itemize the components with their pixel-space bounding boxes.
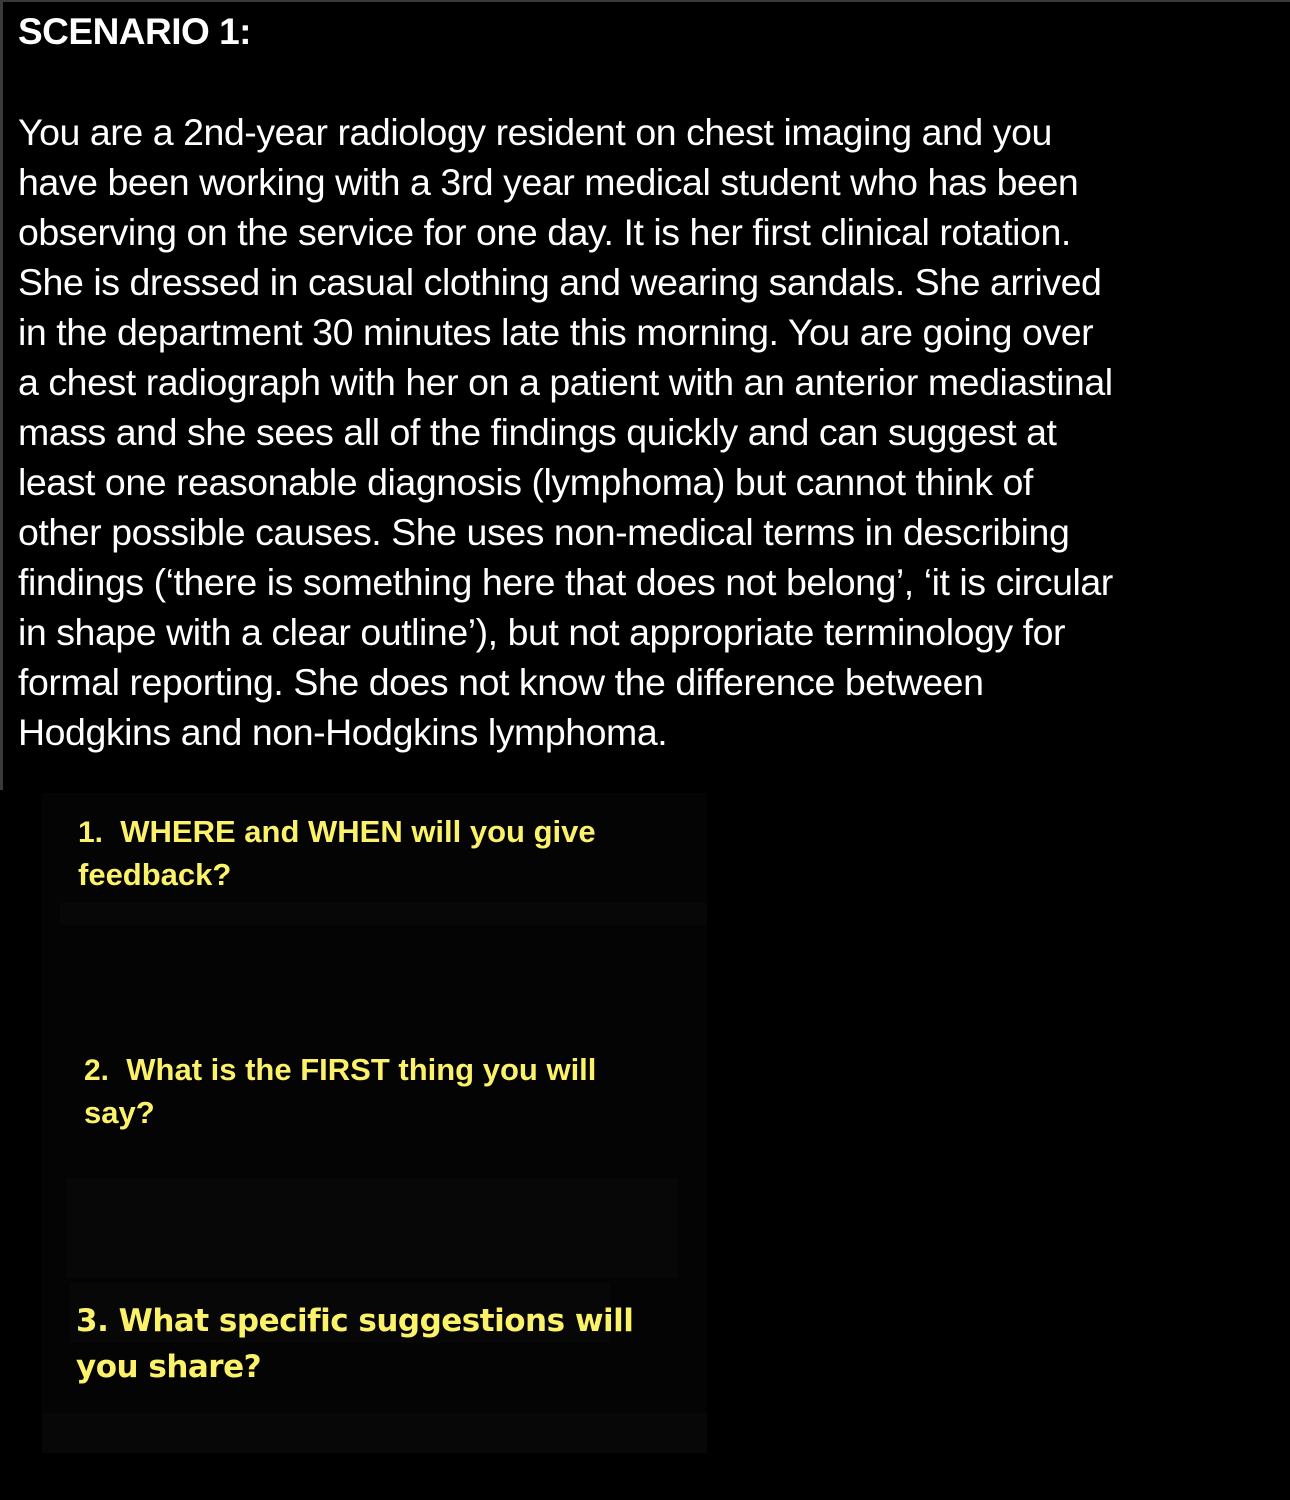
question-3-line-1: 3. What specific suggestions will bbox=[76, 1303, 634, 1339]
scenario-title: SCENARIO 1: bbox=[18, 11, 251, 52]
scenario-line: findings (‘there is something here that does not belong’, ‘it is circular bbox=[18, 561, 1113, 603]
question-1-line-1 bbox=[78, 811, 596, 854]
scenario-line: least one reasonable diagnosis (lymphoma) but cannot think of bbox=[18, 461, 1033, 503]
scenario-line: observing on the service for one day. It is her first clinical rotation. bbox=[18, 211, 1071, 253]
scenario-line: formal reporting. She does not know the difference between bbox=[18, 661, 984, 703]
scenario-text bbox=[18, 107, 1290, 757]
scenario-line: in the department 30 minutes late this morning. You are going over bbox=[18, 311, 1094, 353]
question-2-line-2: say? bbox=[84, 1095, 155, 1130]
scenario-line: a chest radiograph with her on a patient with an anterior mediastinal bbox=[18, 361, 1113, 403]
scenario-line: have been working with a 3rd year medical student who has been bbox=[18, 161, 1079, 203]
question-1 bbox=[78, 811, 596, 896]
background-patch bbox=[42, 1413, 707, 1453]
question-2-text: What is the FIRST thing you will bbox=[126, 1052, 597, 1087]
question-1-text: WHERE and WHEN will you give bbox=[120, 814, 596, 849]
question-1-line-2: feedback? bbox=[78, 857, 232, 892]
background-patch bbox=[60, 903, 707, 925]
question-2-line-1 bbox=[84, 1049, 596, 1092]
scenario-line: mass and she sees all of the findings quickly and can suggest at bbox=[18, 411, 1057, 453]
scenario-line: other possible causes. She uses non-medical terms in describing bbox=[18, 511, 1070, 553]
scenario-line: in shape with a clear outline’), but not appropriate terminology for bbox=[18, 611, 1066, 653]
question-3-line-2: you share? bbox=[76, 1349, 262, 1385]
question-1-number: 1. bbox=[78, 816, 104, 849]
question-2 bbox=[84, 1049, 596, 1134]
scenario-line: She is dressed in casual clothing and wearing sandals. She arrived bbox=[18, 261, 1102, 303]
scenario-line: Hodgkins and non-Hodgkins lymphoma. bbox=[18, 711, 668, 753]
question-3 bbox=[76, 1298, 633, 1390]
scenario-line: You are a 2nd-year radiology resident on chest imaging and you bbox=[18, 111, 1052, 153]
background-patch bbox=[67, 1178, 677, 1278]
question-2-number: 2. bbox=[84, 1054, 110, 1087]
